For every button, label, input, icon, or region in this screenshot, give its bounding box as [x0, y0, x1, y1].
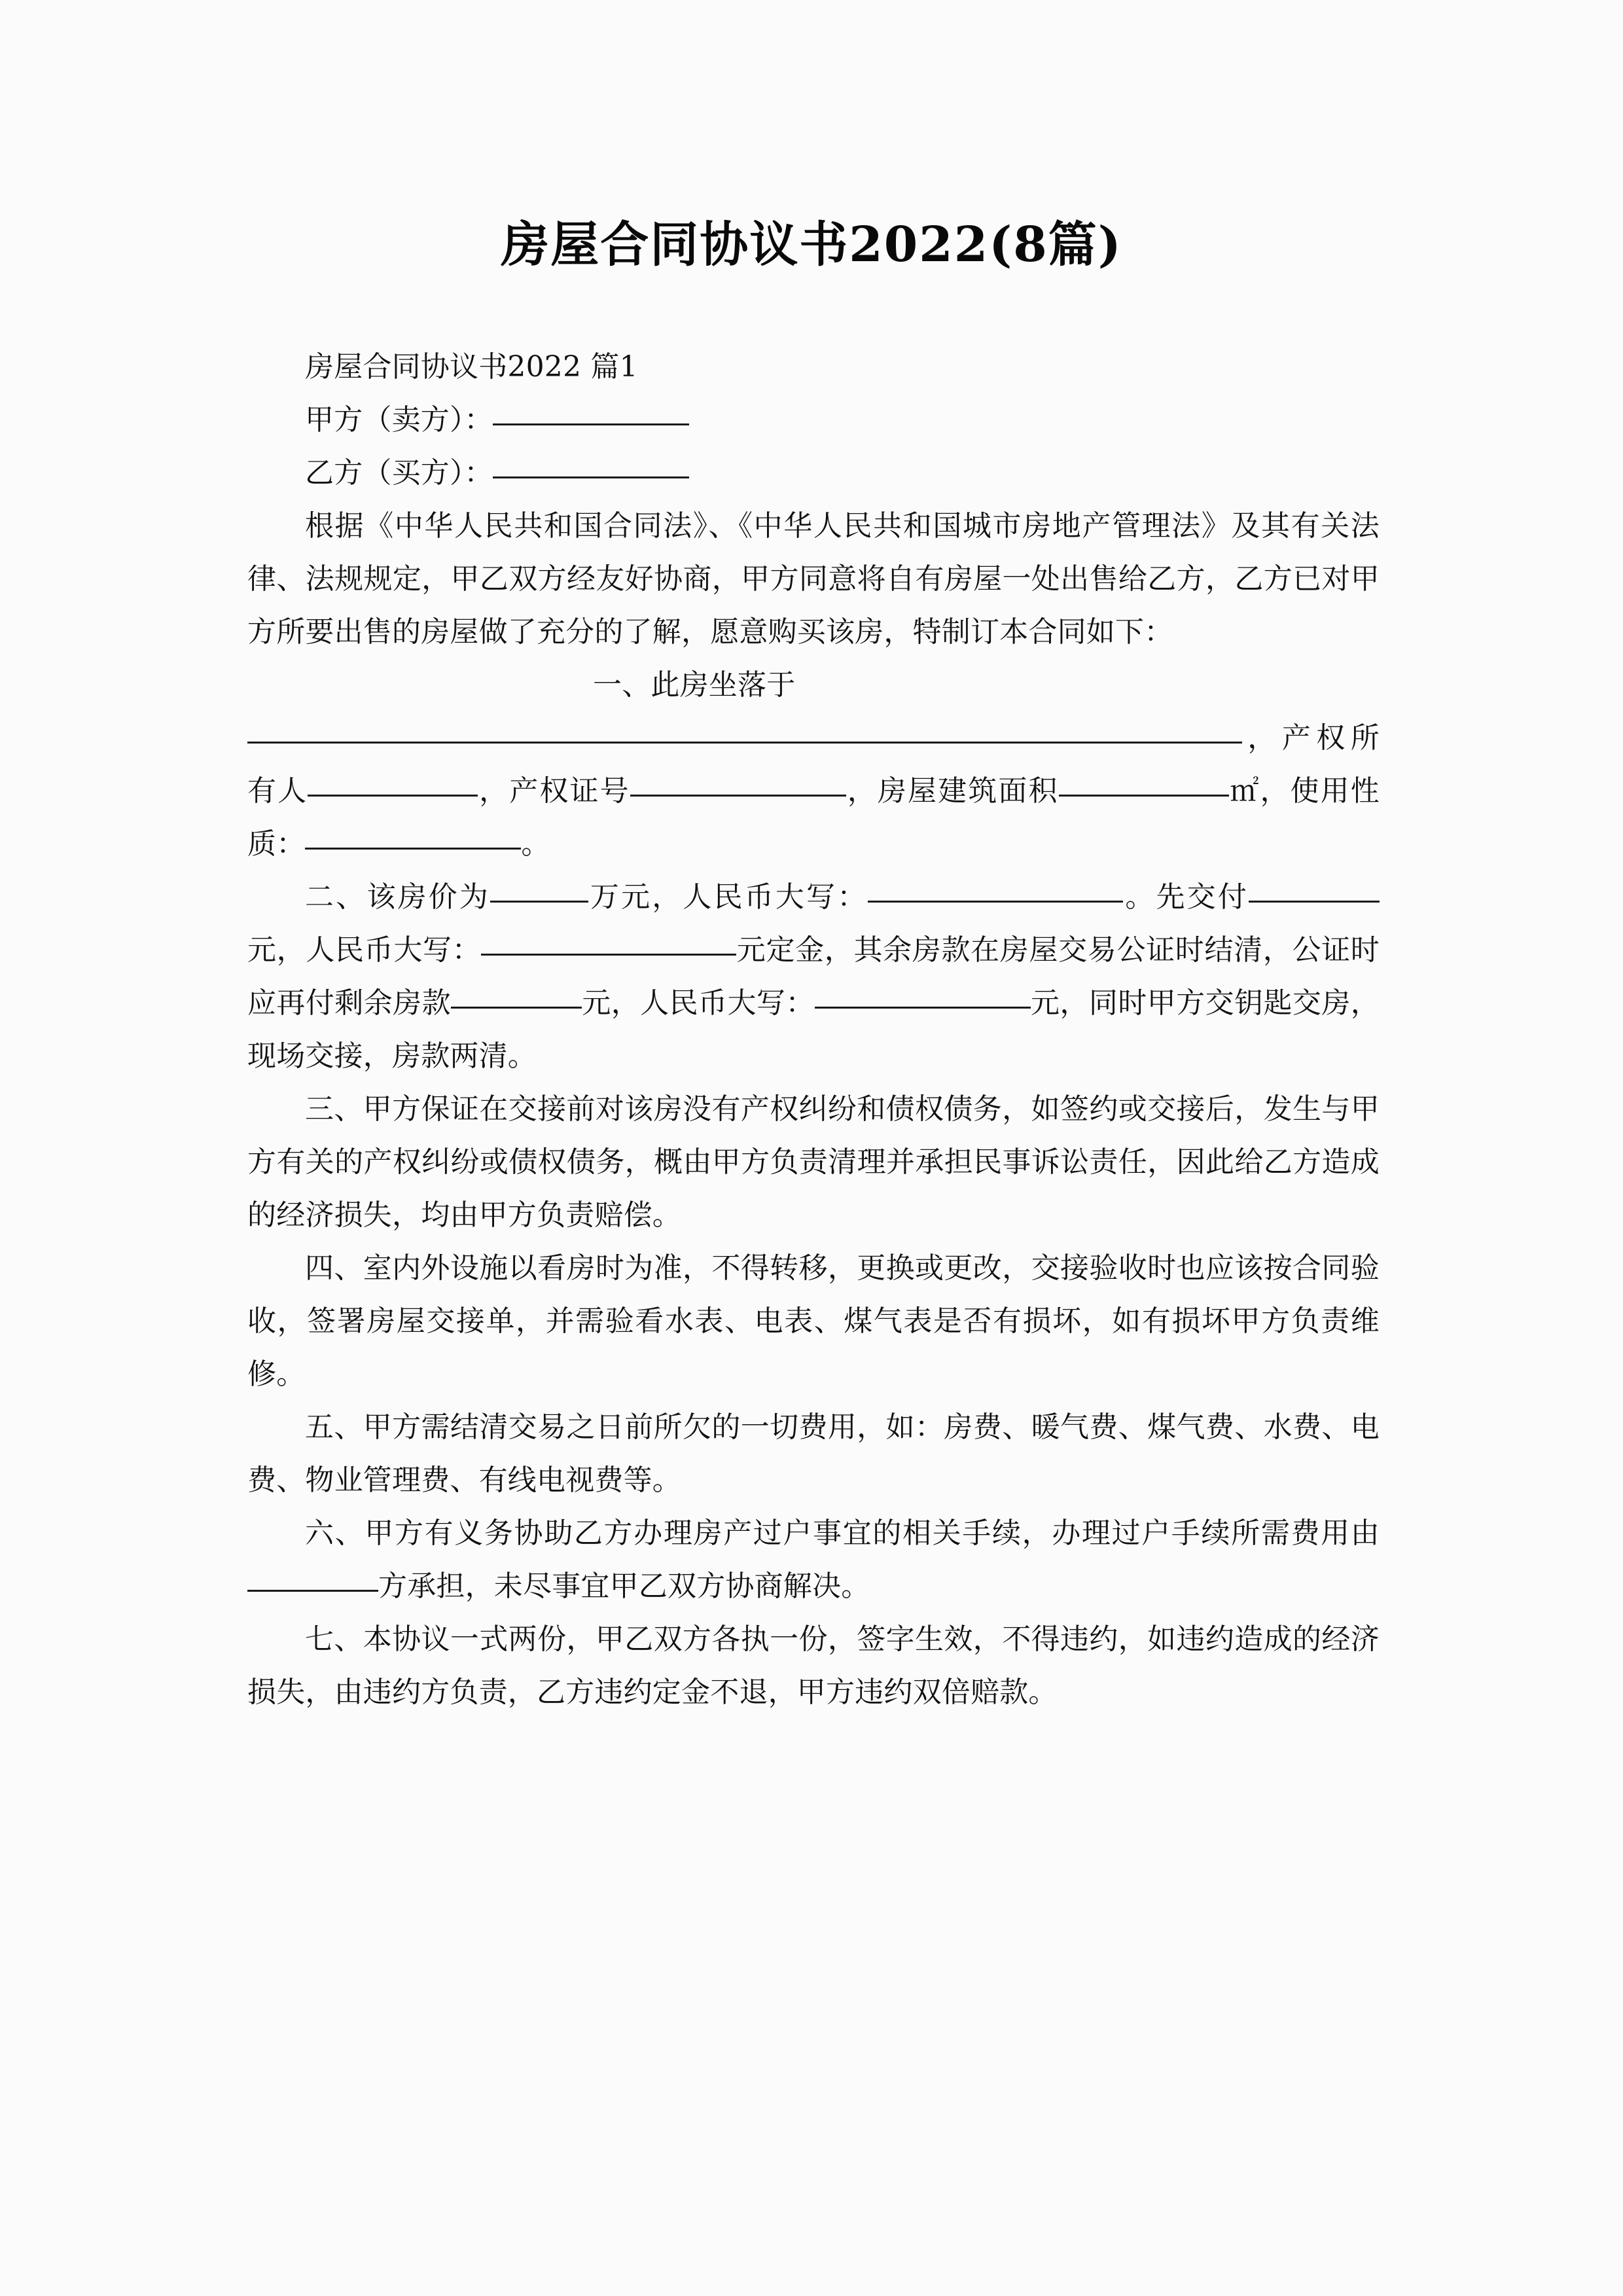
clause-3: 三、甲方保证在交接前对该房没有产权纠纷和债权债务，如签约或交接后，发生与甲方有关的产权纠纷或债权债务，概由甲方负责清理并承担民事诉讼责任，因此给乙方造成的经济损失，均由甲方负责赔偿。 [247, 1092, 1380, 1232]
clause-5: 五、甲方需结清交易之日前所欠的一切费用，如：房费、暖气费、煤气费、水费、电费、物业管理费、有线电视费等。 [247, 1410, 1380, 1497]
transfer-fee-party-blank[interactable] [247, 1564, 378, 1592]
clause-6-tail: 方承担，未尽事宜甲乙双方协商解决。 [378, 1570, 870, 1603]
deposit-capital-blank[interactable] [481, 927, 736, 956]
clause-1-owner-label: ，产权所有人 [247, 721, 1380, 808]
clause-2-deposit-capital-label: 元，人民币大写： [247, 933, 482, 967]
party-buyer-line [247, 446, 1380, 499]
price-capital-blank[interactable] [868, 874, 1123, 903]
area-unit-label: ㎡ [1228, 774, 1260, 808]
property-owner-blank[interactable] [308, 768, 478, 797]
clause-2 [247, 870, 1380, 1083]
remainder-amount-blank[interactable] [451, 980, 582, 1009]
clause-1-lead [247, 658, 1380, 711]
property-cert-number-blank[interactable] [630, 768, 846, 797]
party-seller-blank[interactable] [493, 397, 689, 425]
clause-4: 四、室内外设施以看房时为准，不得转移，更换或更改，交接验收时也应该按合同验收，签署房屋交接单，并需验看水表、电表、煤气表是否有损坏，如有损坏甲方负责维修。 [247, 1251, 1380, 1391]
deposit-amount-blank[interactable] [1249, 874, 1380, 903]
clause-6-head: 六、甲方有义务协助乙方办理房产过户事宜的相关手续，办理过户手续所需费用由 [305, 1516, 1380, 1550]
clause-1-period: 。 [521, 827, 550, 861]
clause-1-usage-label: ，使用性质： [247, 774, 1380, 861]
party-seller-label: 甲方（卖方）： [305, 403, 493, 437]
clause-6 [247, 1507, 1380, 1613]
page-title: 房屋合同协议书2022(8篇) [501, 216, 1122, 273]
clause-2-prepay-label: 。先交付 [1123, 880, 1249, 914]
party-buyer-label: 乙方（买方）： [305, 456, 493, 490]
property-area-blank[interactable] [1059, 768, 1229, 797]
clause-2-capital-label: 万元，人民币大写： [588, 880, 868, 914]
clause-2-tail: 元，同时甲方交钥匙交房，现场交接，房款两清。 [247, 986, 1380, 1073]
clause-1-cert-label: ，产权证号 [478, 774, 630, 808]
clause-7: 七、本协议一式两份，甲乙双方各执一份，签字生效，不得违约，如违约造成的经济损失，由违约方负责，乙方违约定金不退，甲方违约双倍赔款。 [247, 1623, 1380, 1709]
property-usage-blank[interactable] [305, 821, 521, 850]
section-heading: 房屋合同协议书2022 篇1 [305, 350, 638, 384]
document-body [247, 340, 1380, 1719]
party-seller-line [247, 393, 1380, 446]
clause-1-details [247, 711, 1380, 870]
clause-2-remainder-capital-label: 元，人民币大写： [582, 986, 815, 1020]
clause-2-remainder-label: 元定金，其余房款在房屋交易公证时结清，公证时应再付剩余房款 [247, 933, 1380, 1020]
price-wan-blank[interactable] [490, 874, 588, 903]
property-address-blank[interactable] [247, 715, 1242, 744]
remainder-capital-blank[interactable] [815, 980, 1031, 1009]
clause-1-area-label: ，房屋建筑面积 [846, 774, 1059, 808]
clause-1-lead-text: 一、此房坐落于 [593, 668, 796, 702]
clause-2-price-label: 二、该房价为 [305, 880, 490, 914]
preamble-paragraph: 根据《中华人民共和国合同法》、《中华人民共和国城市房地产管理法》及其有关法律、法规规定，甲乙双方经友好协商，甲方同意将自有房屋一处出售给乙方，乙方已对甲方所要出售的房屋做了充分的了解，愿意购买该房，特制订本合同如下： [247, 509, 1380, 649]
party-buyer-blank[interactable] [493, 450, 689, 478]
